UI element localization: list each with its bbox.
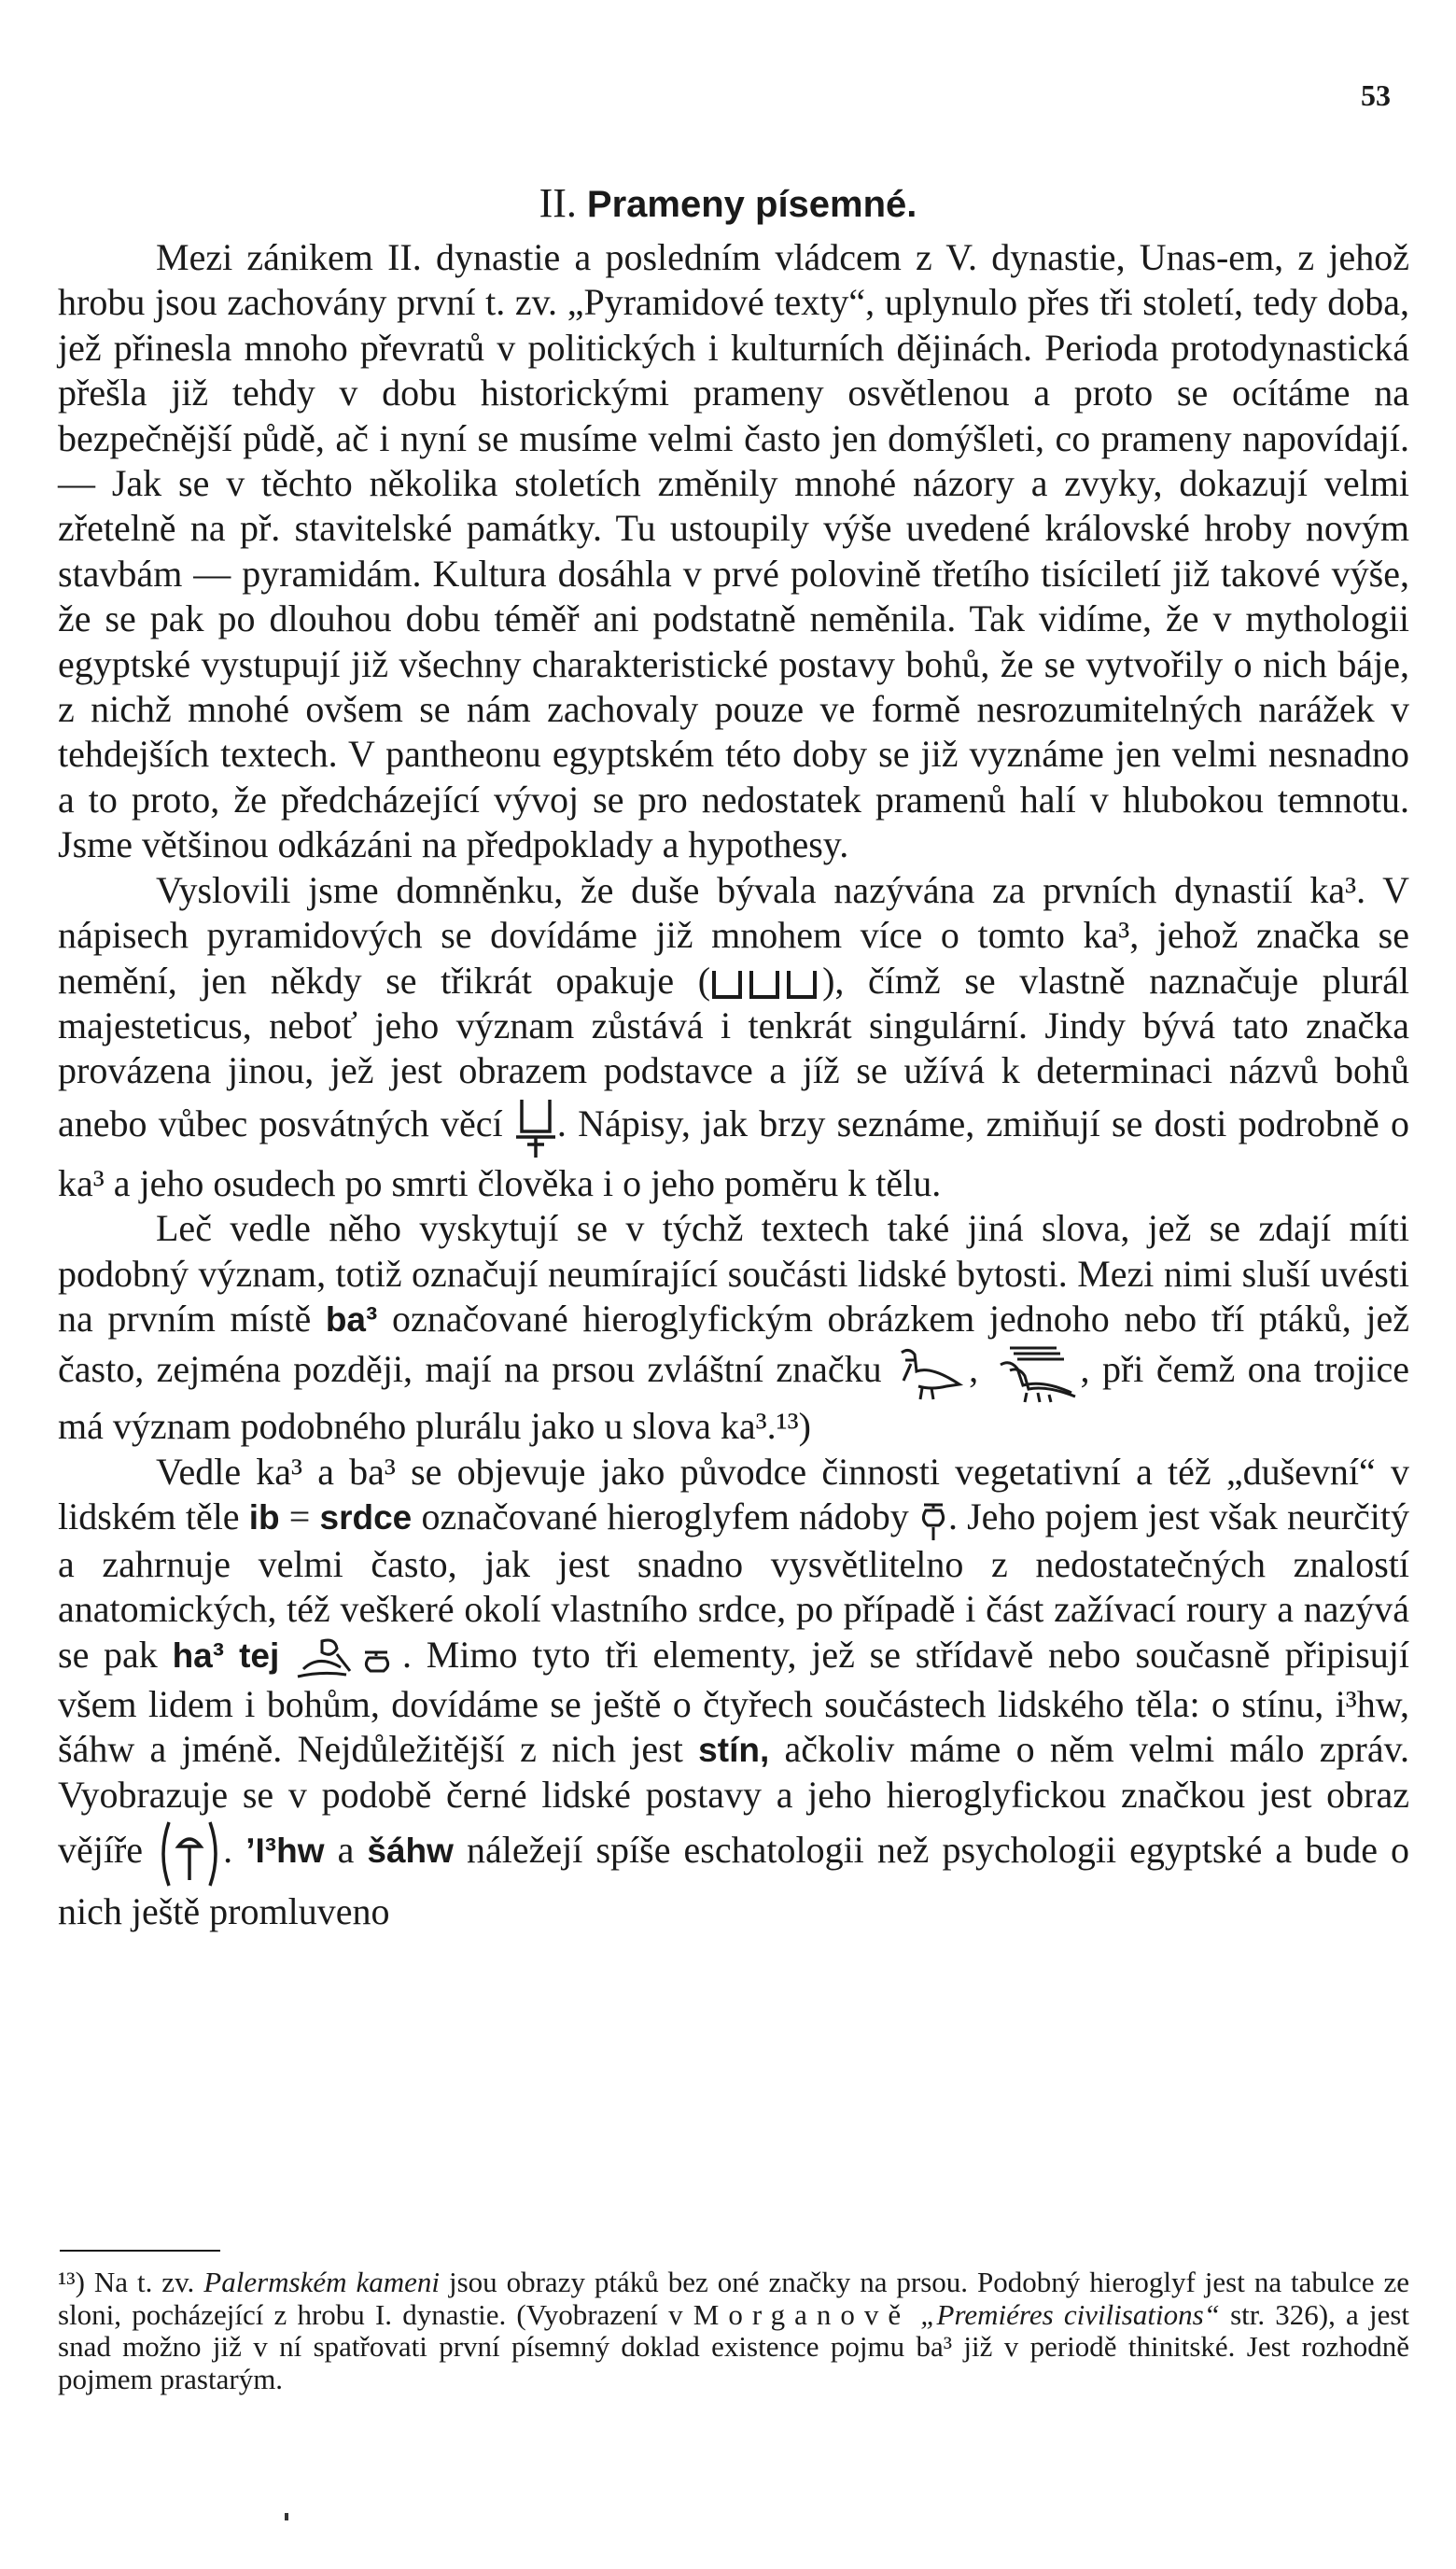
- conjunction-a: a: [337, 1829, 355, 1871]
- paragraph-3-part-b: označované hieroglyfickým obrázkem jednoho nebo tří ptáků, jež často, zejména později, mají na prsou zvláštní značku: [58, 1297, 1410, 1391]
- stray-mark: [285, 2513, 288, 2520]
- heart-jar-glyph-icon: [918, 1499, 948, 1542]
- footnote-part-b: Palermském kameni: [203, 2266, 440, 2298]
- ba-bird-glyph-icon: [894, 1343, 969, 1403]
- term-ba: ba³: [325, 1299, 378, 1339]
- paragraph-2-part-b: ), čímž se vlastně naznačuje plurál majesteticus, neboť jeho význam zůstává i tenkrát singulární. Jindy bývá tato značka provázena jinou, jež jest obrazem podstavce a jíž se užívá k determinaci názvů bohů anebo vůbec posvátných věcí: [58, 959, 1410, 1144]
- ka-arms-glyph-icon: [710, 967, 822, 1001]
- page-title: [0, 179, 1456, 227]
- paragraph-4-part-a: Vedle ka³ a ba³ se objevuje jako původce činnosti vegetativní a též „duševní“ v lidském těle: [58, 1450, 1409, 1538]
- paragraph-1: Mezi zánikem II. dynastie a posledním vládcem z V. dynastie, Unas-em, z jehož hrobu jsou zachovány první t. zv. „Pyramidové texty“, uplynulo přes tři století, tedy doba, jež přinesla mnoho převratů v politických i kulturních dějinách. Perioda protodynastická přešla již tehdy v dobu historickými prameny osvětlenou a proto se ocítáme na bezpečnější půdě, ač i nyní se musíme velmi často jen domýšleti, co prameny napovídají. — Jak se v těchto několika stoletích změnily mnohé názory a zvyky, dokazují velmi zřetelně na př. stavitelské památky. Tu ustoupily výše uvedené královské hroby novým stavbám — pyramidám. Kultura dosáhla v prvé polovině třetího tisíciletí již takové výše, že se pak po dlouhou dobu téměř ani podstatně neměnila. Tak vidíme, že v mythologii egyptské vystupují již všechny charakteristické postavy bohů, že se vytvořily o nich báje, z nichž mnohé ovšem se nám zachovaly pouze ve formě nesrozumitelných narážek v tehdejších textech. V pantheonu egyptském této doby se již vyznáme jen velmi nesnadno a to proto, že předcházející vývoj se pro nedostatek pramenů halí v hlubokou temnotu. Jsme většinou odkázáni na předpoklady a hypothesy.: [58, 236, 1409, 866]
- paragraph-4-part-g: náležejí spíše eschatologii než psychologii egyptské a bude o nich ještě promluveno: [58, 1829, 1410, 1932]
- term-hatej: ha³ tej: [172, 1635, 280, 1675]
- page-number: 53: [1361, 78, 1391, 112]
- paragraph-4-part-b: označované hieroglyfem nádoby: [421, 1495, 909, 1538]
- paragraph-2: [58, 868, 1409, 1206]
- footnote-part-d: Morganově: [693, 2297, 911, 2331]
- footnote-part-e: „Premiéres civilisations“: [920, 2297, 1220, 2331]
- paragraph-3-part-d: , při čemž ona trojice má význam podobného plurálu jako u slova ka³.¹³): [58, 1348, 1409, 1448]
- body-text: [58, 235, 1409, 1934]
- term-stin: stín,: [698, 1731, 770, 1769]
- paragraph-3-part-a: Leč vedle něho vyskytují se v týchž textech také jiná slova, jež se zdají míti podobný význam, totiž označují neumírající součásti lidské bytosti. Mezi nimi sluší uvésti na prvním místě: [58, 1207, 1409, 1340]
- footnote-13: [58, 2267, 1409, 2395]
- paragraph-3: [58, 1206, 1409, 1450]
- paragraph-4-part-f: .: [223, 1829, 233, 1871]
- term-ib: ib: [248, 1498, 280, 1537]
- fan-glyph-icon: [156, 1818, 223, 1889]
- paragraph-4-part-d: . Mimo tyto tři elementy, jež se střídavě nebo současně připisují všem lidem i bohům, dovídáme se ještě o čtyřech součástech lidského těla: o stínu, i³hw, šáhw a jméně. Nejdůležitější z nich jest: [58, 1633, 1410, 1770]
- paragraph-3-part-c: ,: [969, 1348, 979, 1391]
- footnote-part-f: str. 326), a jest snad možno již v ní spatřovati první písemný doklad existence pojmu ba³ již v periodě thinitské. Jest rozhodně pojmem prastarým.: [58, 2297, 1409, 2395]
- ka-with-stand-glyph-icon: [514, 1094, 557, 1161]
- paragraph-2-part-c: . Nápisy, jak brzy seznáme, zmiňují se dosti podrobně o ka³ a jeho osudech po smrti člověka i o jeho poměru k tělu.: [58, 1102, 1410, 1204]
- term-srdce: srdce: [319, 1498, 413, 1537]
- footnote-part-c: jsou obrazy ptáků bez oné značky na prsou. Podobný hieroglyf jest na tabulce ze sloni, pocházející z hrobu I. dynastie. (Vyobrazení v: [58, 2266, 1410, 2331]
- paragraph-2-part-a: Vyslovili jsme domněnku, že duše bývala nazývána za prvních dynastií ka³. V nápisech pyramidových se dovídáme již mnohem více o tomto ka³, jehož značka se nemění, jen někdy se třikrát opakuje (: [58, 868, 1409, 1002]
- paragraph-4: [58, 1450, 1409, 1934]
- footnote-rule: [60, 2250, 220, 2252]
- equals-sign: =: [288, 1495, 311, 1538]
- title-numeral: II.: [539, 180, 577, 226]
- haty-glyph-icon: [294, 1635, 402, 1682]
- title-text: Prameny písemné.: [586, 184, 917, 225]
- footnote-part-a: ¹³) Na t. zv.: [58, 2266, 195, 2298]
- three-birds-glyph-icon: [991, 1342, 1081, 1404]
- term-sahw: šáhw: [367, 1832, 454, 1870]
- term-ihw: ’I³hw: [245, 1832, 325, 1870]
- paragraph-4-part-c: . Jeho pojem jest však neurčitý a zahrnuje velmi často, jak jest snadno vysvětlitelno z nedostatečných znalostí anatomických, též veškeré okolí vlastního srdce, po případě i část zažívací roury a nazývá se pak: [58, 1495, 1410, 1676]
- paragraph-4-part-e: ačkoliv máme o něm velmi málo zpráv. Vyobrazuje se v podobě černé lidské postavy a jeho hieroglyfickou značkou jest obraz vějíře: [58, 1728, 1410, 1871]
